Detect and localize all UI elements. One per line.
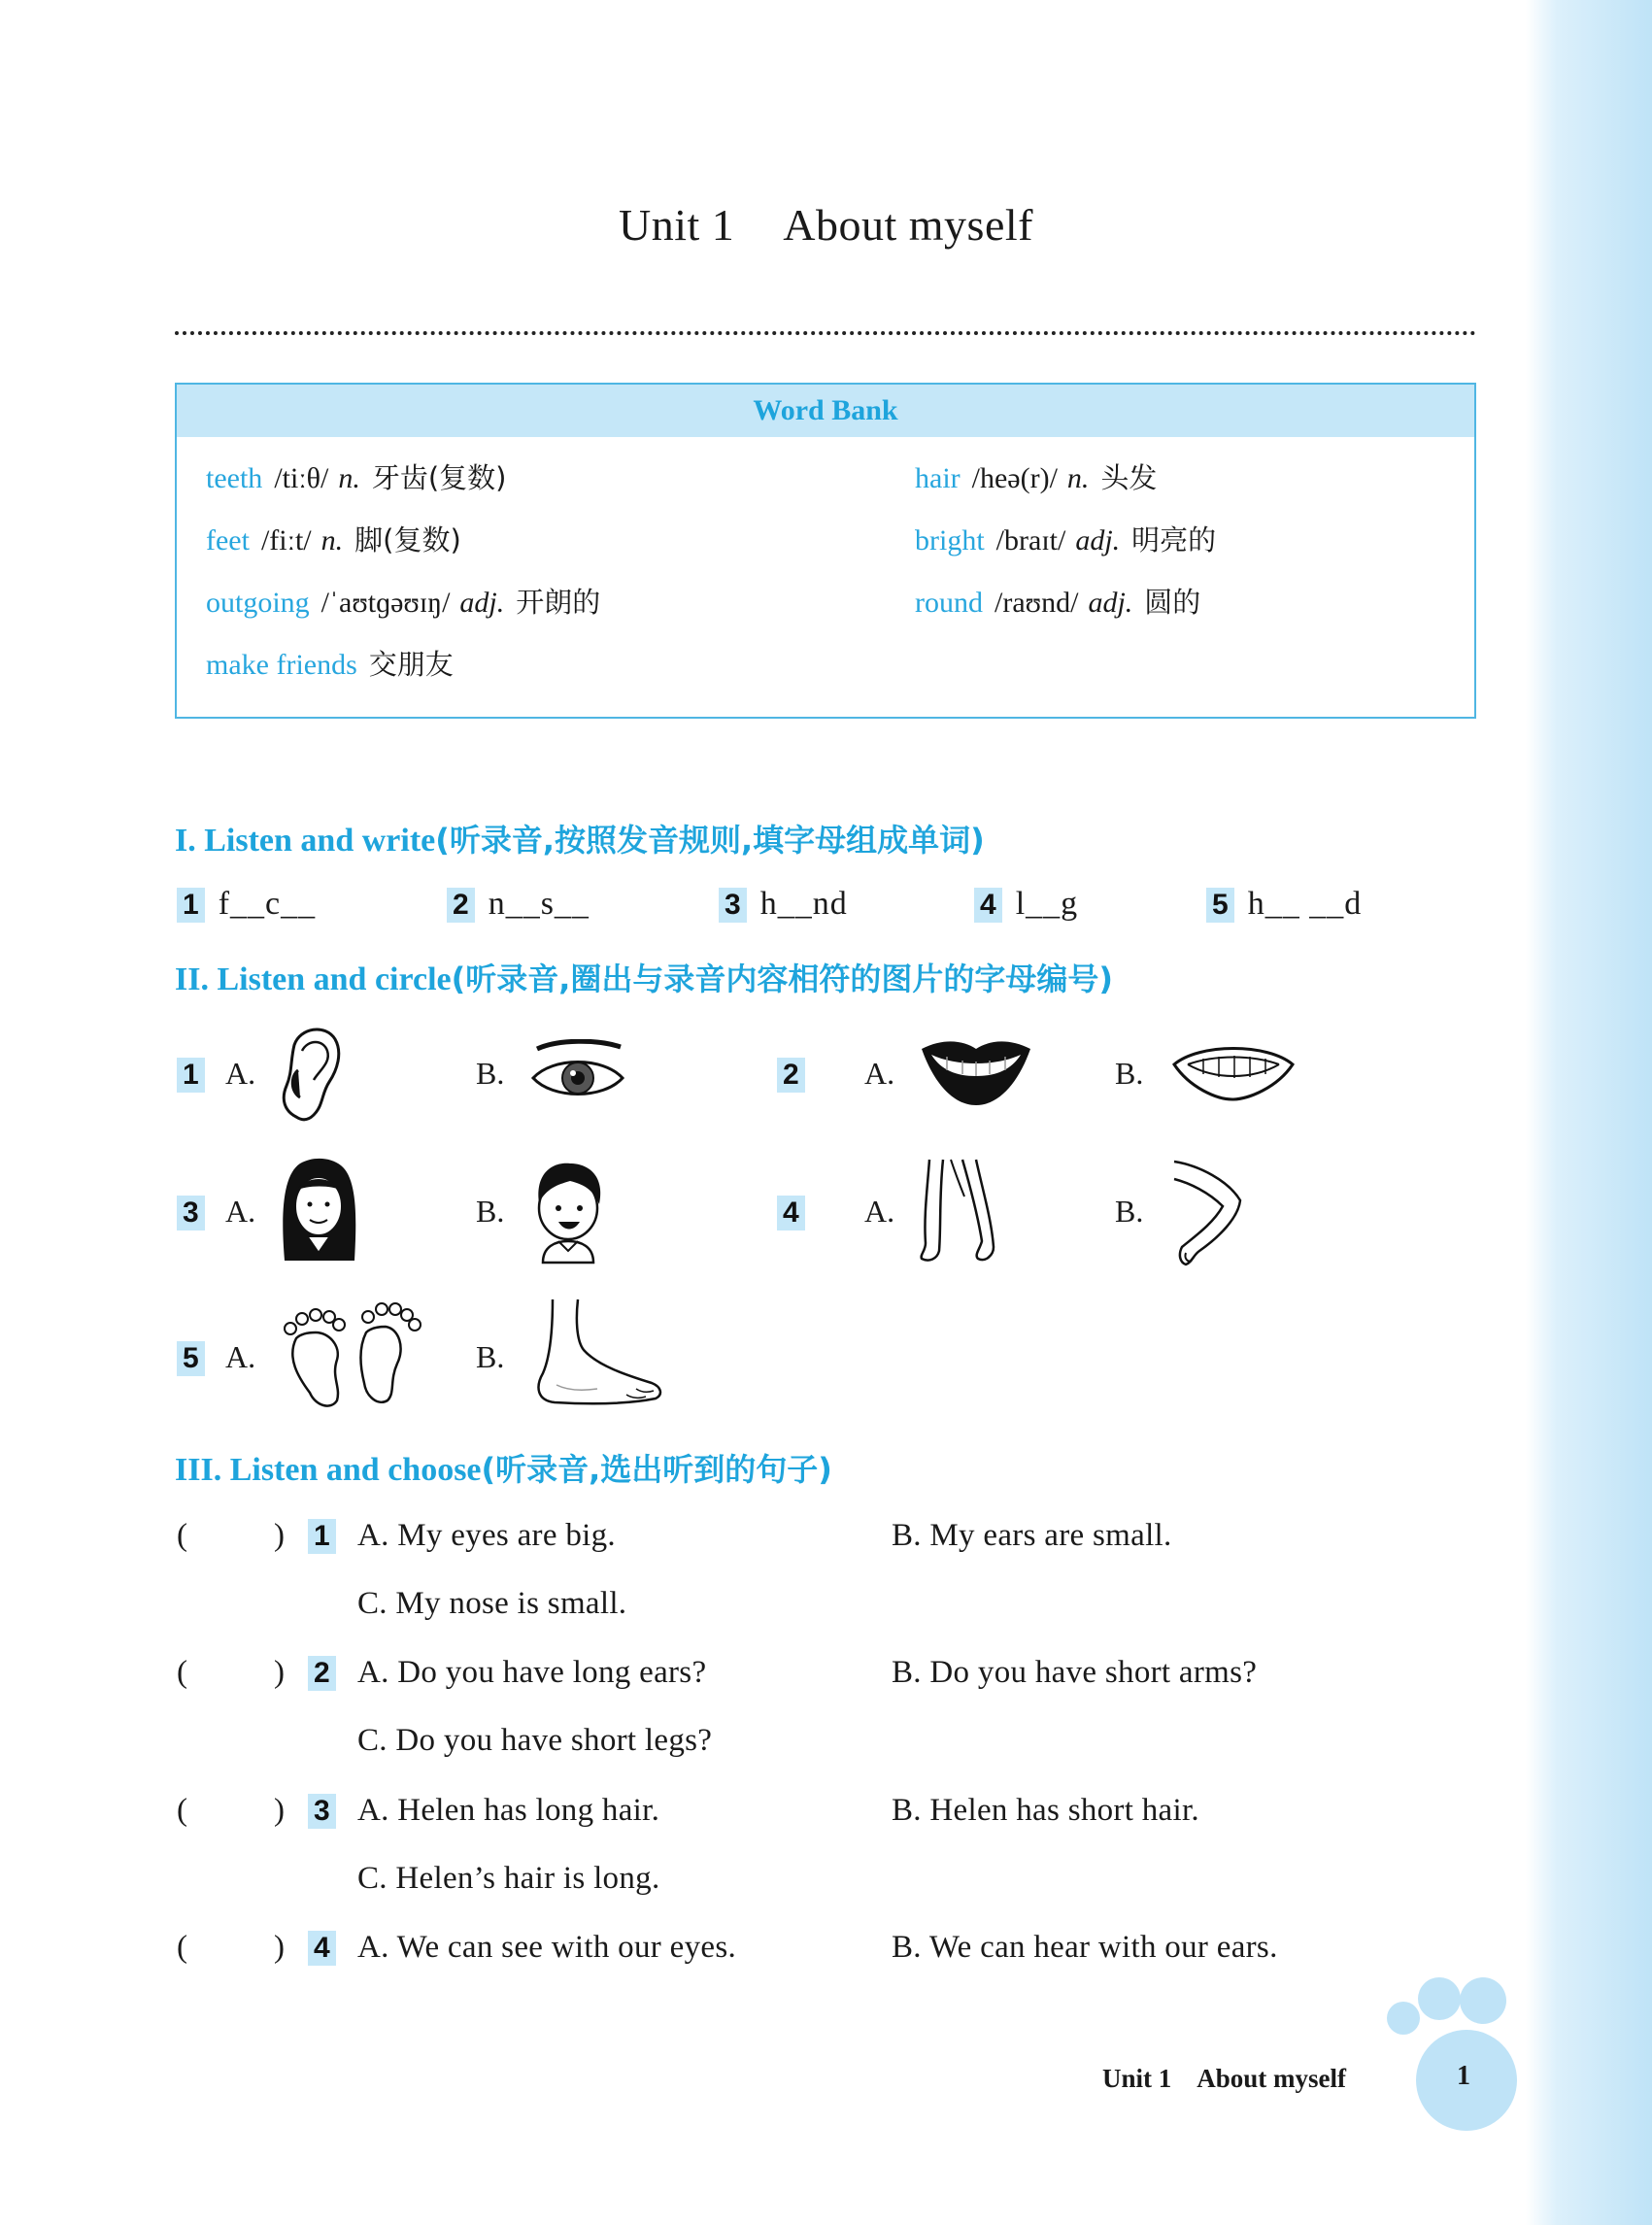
girl-long-hair-icon[interactable] xyxy=(277,1156,360,1264)
choose-4-option-a: A. We can see with our eyes. xyxy=(357,1930,737,1965)
word-entry-round: round /raʊnd/ adj. 圆的 xyxy=(915,586,1201,619)
choose-3-option-a: A. Helen has long hair. xyxy=(357,1793,660,1828)
circle-item-4-option-a[interactable]: A. xyxy=(864,1194,895,1229)
fill-item-1[interactable]: 1 f__c__ xyxy=(177,886,316,923)
paw-print-icon xyxy=(1384,1972,1549,2137)
title-unit: Unit 1 xyxy=(619,200,735,250)
circle-item-1-option-a[interactable]: A. xyxy=(225,1056,256,1091)
circle-item-2-option-a[interactable]: A. xyxy=(864,1056,895,1091)
eye-icon[interactable] xyxy=(529,1039,626,1107)
page-title xyxy=(0,199,1652,251)
circle-item-num-1: 1 xyxy=(177,1058,205,1093)
circle-item-num-2: 2 xyxy=(777,1058,805,1093)
word-entry-bright: bright /braɪt/ adj. 明亮的 xyxy=(915,523,1217,556)
choose-2-option-a: A. Do you have long ears? xyxy=(357,1655,707,1690)
fill-item-5[interactable]: 5 h__ __d xyxy=(1206,886,1362,923)
word-entry-hair: hair /heə(r)/ n. 头发 xyxy=(915,461,1158,494)
word-entry-outgoing: outgoing /ˈaʊtɡəʊɪŋ/ adj. 开朗的 xyxy=(206,586,601,619)
word-bank-header: Word Bank xyxy=(177,385,1474,437)
choose-4-option-b: B. We can hear with our ears. xyxy=(892,1930,1278,1965)
circle-item-num-4: 4 xyxy=(777,1196,805,1230)
choose-2-option-c: C. Do you have short legs? xyxy=(357,1723,713,1758)
choose-item-num-4: 4 xyxy=(308,1931,336,1966)
choose-1-option-a: A. My eyes are big. xyxy=(357,1518,616,1553)
foot-icon[interactable] xyxy=(529,1298,665,1408)
choose-1-option-b: B. My ears are small. xyxy=(892,1518,1172,1553)
word-entry-feet: feet /fiːt/ n. 脚(复数) xyxy=(206,523,461,556)
side-decoration-band xyxy=(1526,0,1652,2225)
word-bank xyxy=(175,383,1476,719)
circle-item-3-option-a[interactable]: A. xyxy=(225,1194,256,1229)
circle-item-num-5: 5 xyxy=(177,1341,205,1376)
page-number: 1 xyxy=(1457,2061,1470,2091)
fill-item-2[interactable]: 2 n__s__ xyxy=(447,886,590,923)
word-entry-make-friends: make friends 交朋友 xyxy=(206,648,454,681)
arm-icon[interactable] xyxy=(1170,1154,1248,1270)
word-entry-teeth: teeth /tiːθ/ n. 牙齿(复数) xyxy=(206,461,507,494)
choose-1-option-c: C. My nose is small. xyxy=(357,1586,627,1621)
section1-heading: I. Listen and write(听录音,按照发音规则,填字母组成单词) xyxy=(175,822,985,859)
answer-paren-close-2[interactable]: ) xyxy=(274,1655,285,1690)
circle-item-num-3: 3 xyxy=(177,1196,205,1230)
circle-item-3-option-b[interactable]: B. xyxy=(476,1194,505,1229)
section3-heading: III. Listen and choose(听录音,选出听到的句子) xyxy=(175,1451,832,1488)
teeth-icon[interactable] xyxy=(1170,1037,1297,1105)
footer-running-title: Unit 1 About myself xyxy=(1102,2064,1347,2093)
answer-paren-close-3[interactable]: ) xyxy=(274,1793,285,1828)
section2-heading: II. Listen and circle(听录音,圈出与录音内容相符的图片的字母编号) xyxy=(175,961,1114,997)
answer-paren-close-4[interactable]: ) xyxy=(274,1930,285,1965)
lips-icon[interactable] xyxy=(918,1037,1034,1109)
circle-item-5-option-a[interactable]: A. xyxy=(225,1339,256,1374)
circle-item-5-option-b[interactable]: B. xyxy=(476,1339,505,1374)
fill-item-3[interactable]: 3 h__nd xyxy=(719,886,848,923)
answer-paren-close-1[interactable]: ) xyxy=(274,1518,285,1553)
choose-item-num-3: 3 xyxy=(308,1794,336,1829)
answer-paren-open-4[interactable]: ( xyxy=(177,1930,187,1965)
circle-item-4-option-b[interactable]: B. xyxy=(1115,1194,1144,1229)
title-name: About myself xyxy=(783,200,1033,250)
fill-item-4[interactable]: 4 l__g xyxy=(974,886,1078,923)
answer-paren-open-3[interactable]: ( xyxy=(177,1793,187,1828)
choose-2-option-b: B. Do you have short arms? xyxy=(892,1655,1258,1690)
answer-paren-open-1[interactable]: ( xyxy=(177,1518,187,1553)
legs-icon[interactable] xyxy=(918,1158,1025,1266)
circle-item-2-option-b[interactable]: B. xyxy=(1115,1056,1144,1091)
choose-item-num-2: 2 xyxy=(308,1656,336,1691)
choose-3-option-b: B. Helen has short hair. xyxy=(892,1793,1199,1828)
boy-short-hair-icon[interactable] xyxy=(529,1158,607,1264)
choose-3-option-c: C. Helen’s hair is long. xyxy=(357,1861,660,1896)
ear-icon[interactable] xyxy=(277,1022,345,1123)
choose-item-num-1: 1 xyxy=(308,1519,336,1554)
circle-item-1-option-b[interactable]: B. xyxy=(476,1056,505,1091)
dotted-divider xyxy=(175,316,1476,335)
answer-paren-open-2[interactable]: ( xyxy=(177,1655,187,1690)
footprints-icon[interactable] xyxy=(277,1299,422,1414)
